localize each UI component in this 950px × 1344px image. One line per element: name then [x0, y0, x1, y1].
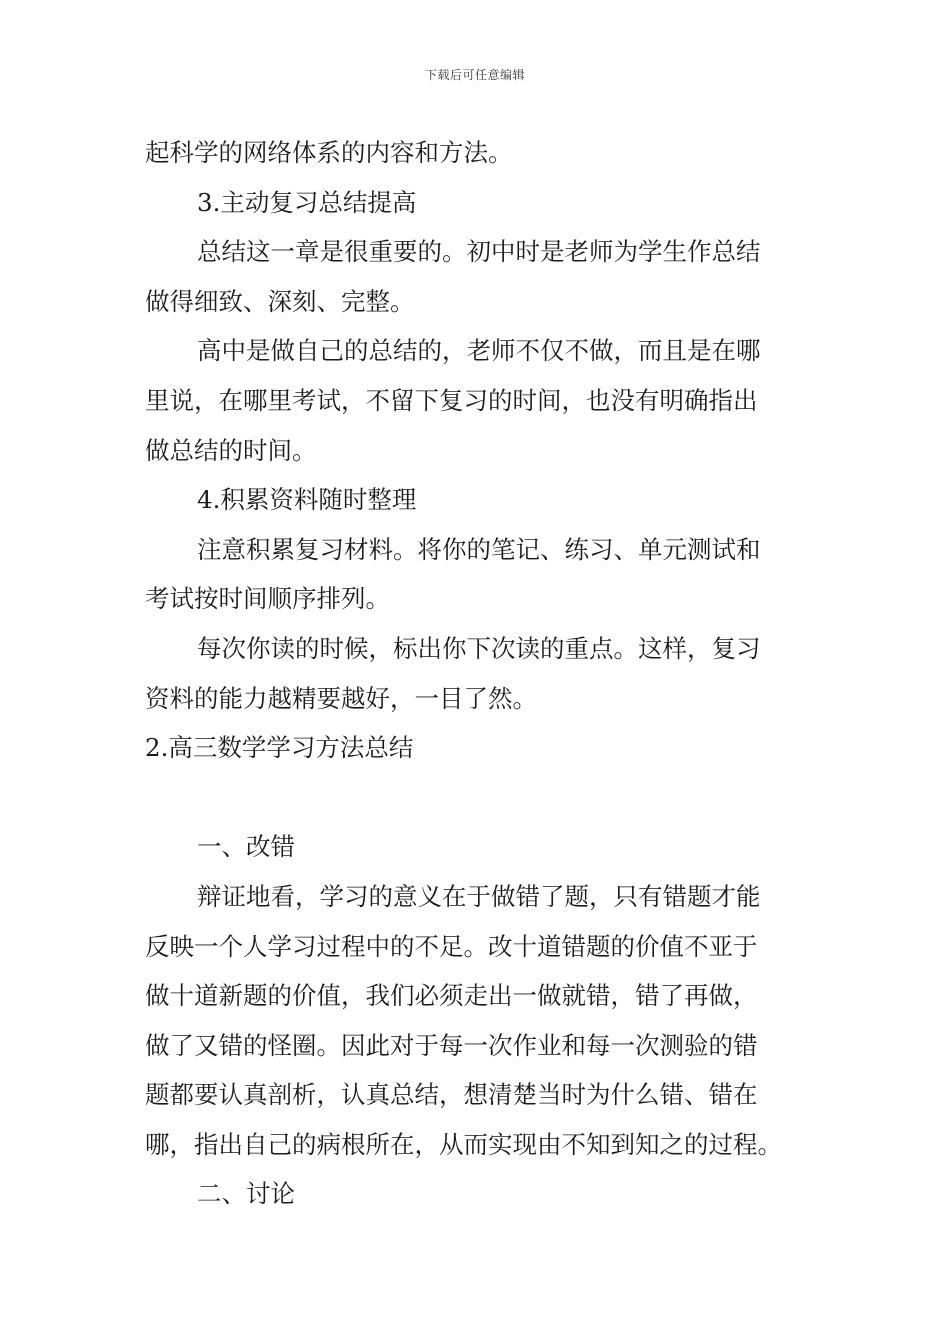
paragraph-line: 反映一个人学习过程中的不足。改十道错题的价值不亚于 [145, 931, 758, 961]
paragraph-line: 做十道新题的价值，我们必须走出一做就错，错了再做， [145, 981, 758, 1011]
paragraph-line: 考试按时间顺序排列。 [145, 584, 390, 614]
section-heading: 4.积累资料随时整理 [197, 485, 417, 515]
page-header: 下载后可任意编辑 [424, 68, 525, 82]
paragraph-line: 做了又错的怪圈。因此对于每一次作业和每一次测验的错 [145, 1030, 758, 1060]
paragraph-line: 做得细致、深刻、完整。 [145, 286, 415, 316]
paragraph-line: 做总结的时间。 [145, 435, 317, 465]
chapter-title: 2.高三数学学习方法总结 [145, 733, 414, 763]
paragraph-line: 注意积累复习材料。将你的笔记、练习、单元测试和 [197, 534, 761, 564]
paragraph-line: 里说，在哪里考试，不留下复习的时间，也没有明确指出 [145, 385, 758, 415]
paragraph-line: 哪，指出自己的病根所在，从而实现由不知到知之的过程。 [145, 1129, 782, 1159]
section-heading: 3.主动复习总结提高 [197, 187, 417, 217]
paragraph-line: 题都要认真剖析，认真总结，想清楚当时为什么错、错在 [145, 1080, 758, 1110]
section-heading: 二、讨论 [197, 1179, 295, 1209]
paragraph-line: 资料的能力越精要越好，一目了然。 [145, 683, 537, 713]
section-heading: 一、改错 [197, 832, 295, 862]
document-body [145, 128, 810, 1219]
paragraph-line: 起科学的网络体系的内容和方法。 [145, 138, 513, 167]
paragraph-line: 每次你读的时候，标出你下次读的重点。这样，复习 [197, 633, 761, 663]
paragraph-line: 总结这一章是很重要的。初中时是老师为学生作总结 [197, 237, 761, 267]
blank-line [145, 773, 810, 823]
paragraph-line: 高中是做自己的总结的，老师不仅不做，而且是在哪 [197, 336, 761, 366]
paragraph-line: 辩证地看，学习的意义在于做错了题，只有错题才能 [197, 881, 761, 911]
